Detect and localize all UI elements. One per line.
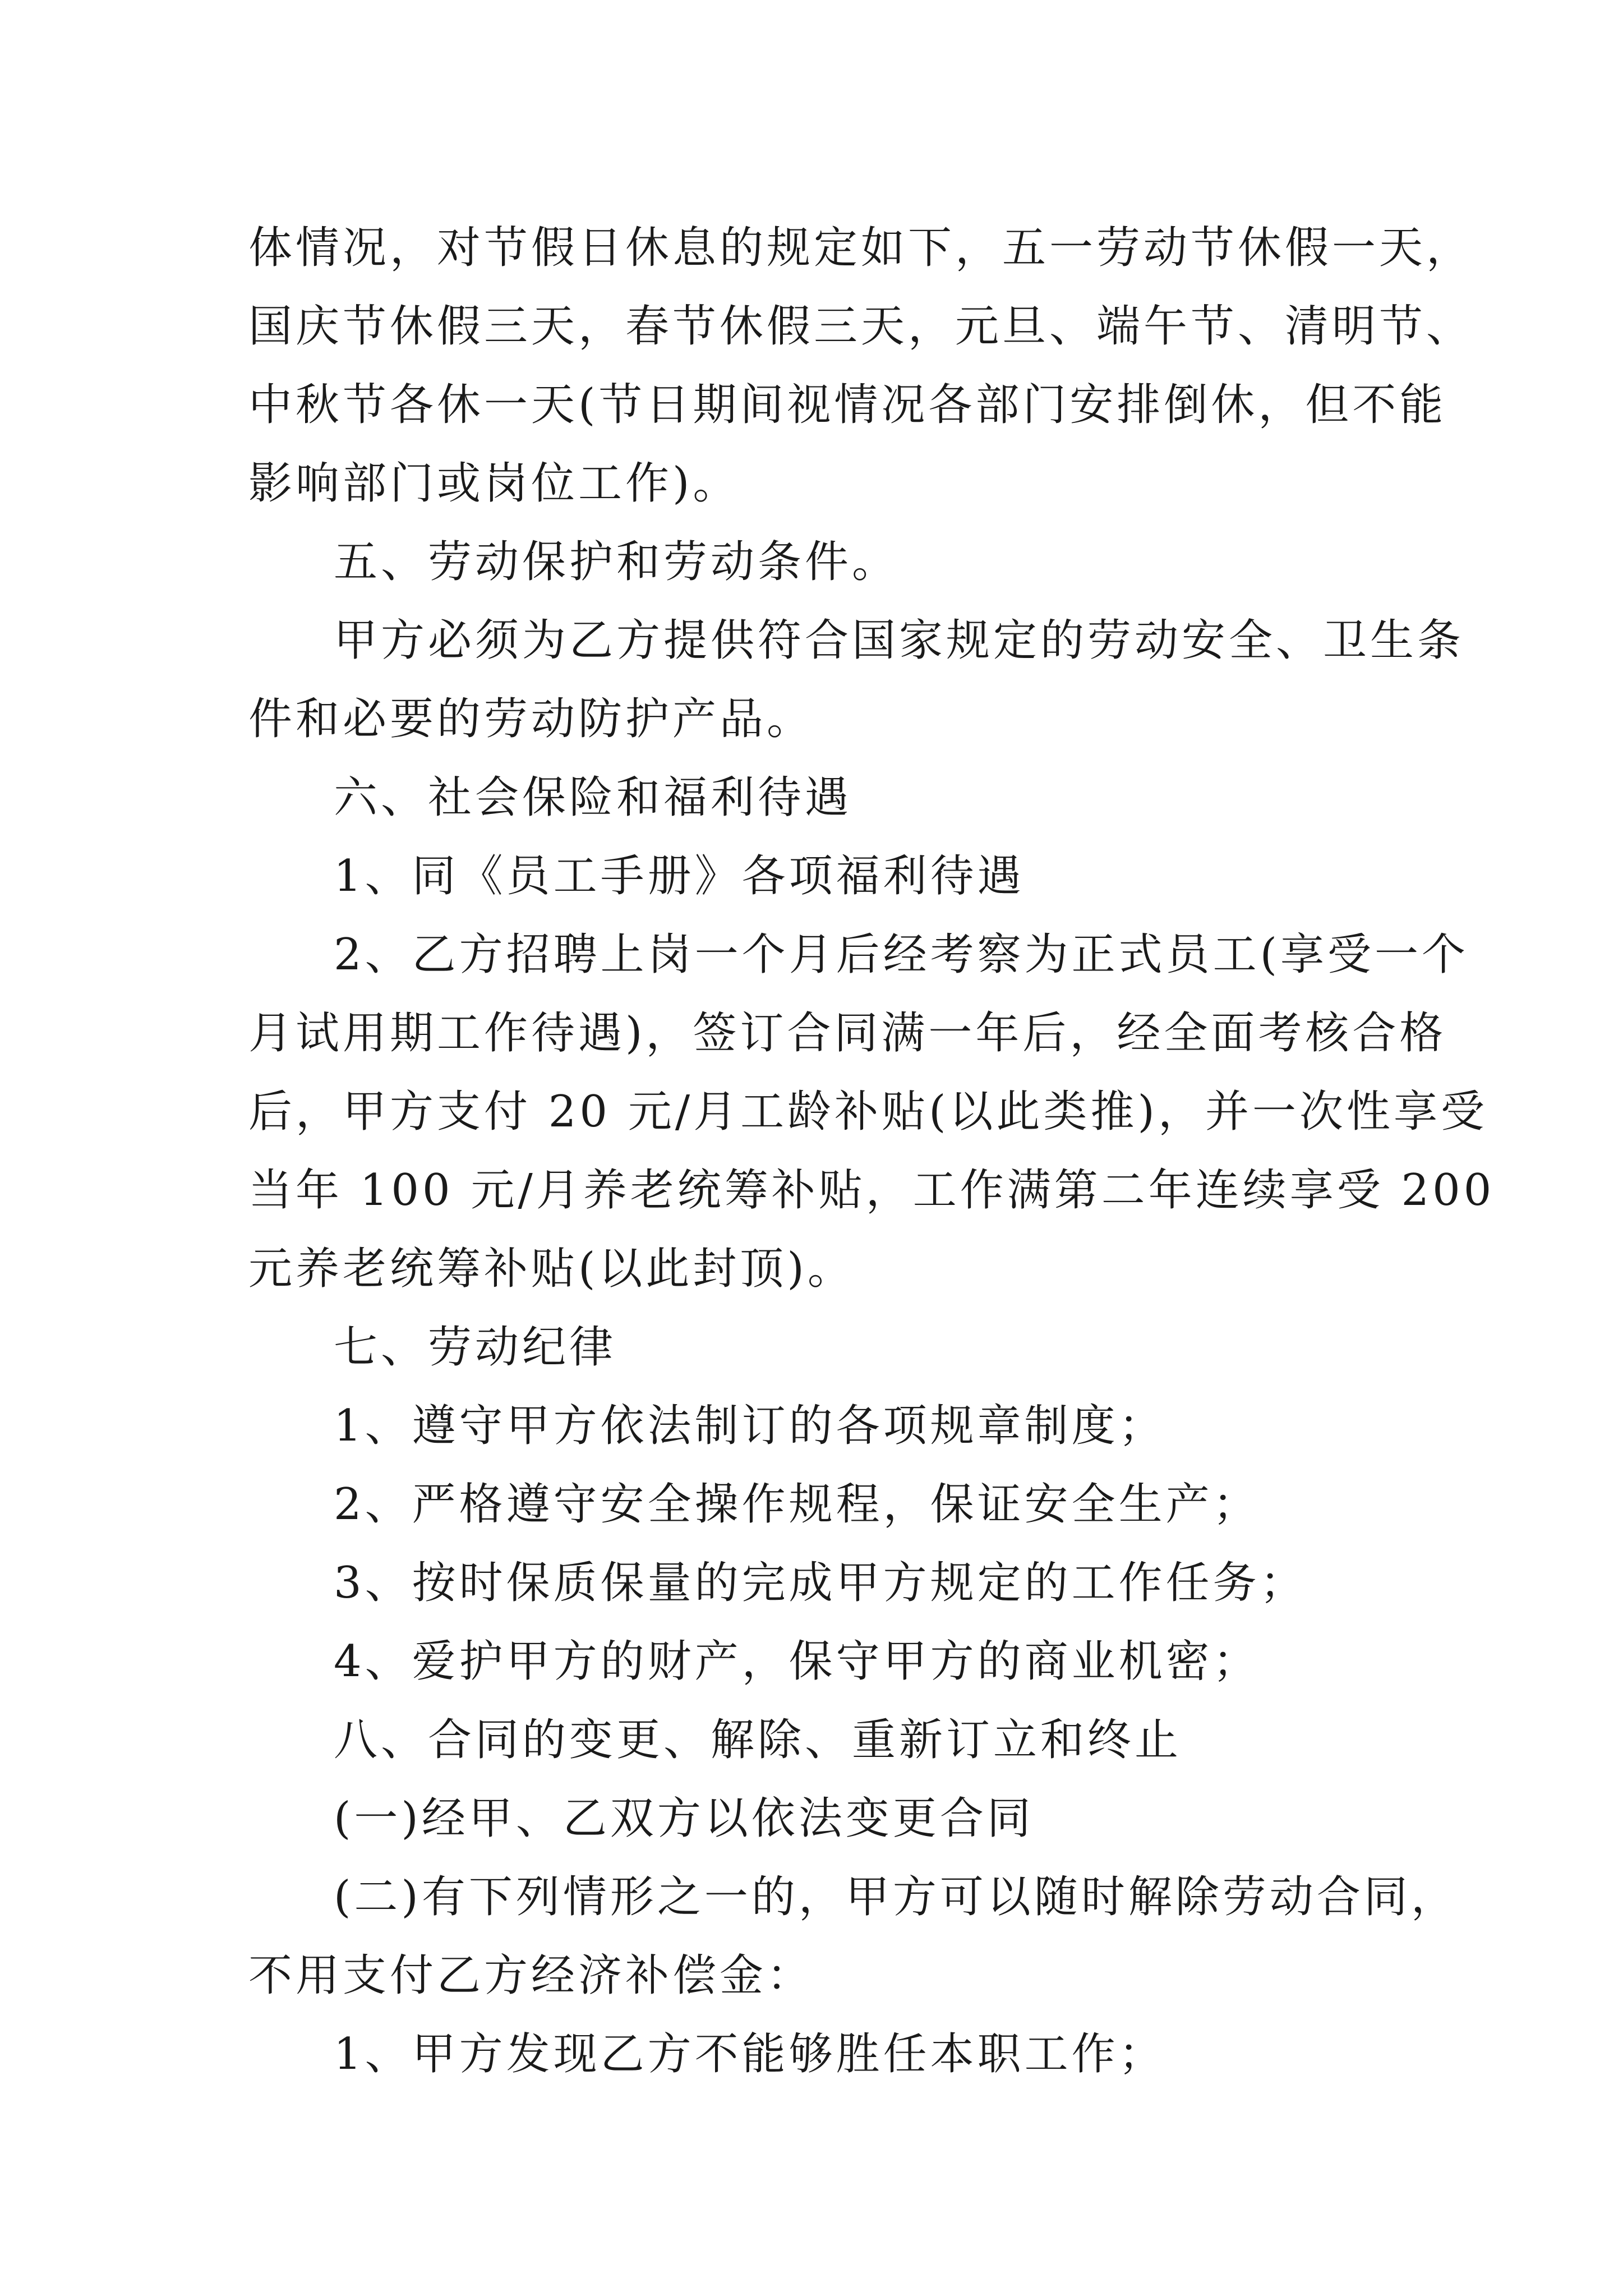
list-item: 1、同《员工手册》各项福利待遇 [334,851,1025,901]
list-item: (二)有下列情形之一的，甲方可以随时解除劳动合同， [334,1872,1458,1922]
text-line: 不用支付乙方经济补偿金： [248,1950,814,2001]
text-line: 影响部门或岗位工作)。 [248,458,740,509]
section-heading: 八、合同的变更、解除、重新订立和终止 [334,1715,1182,1765]
list-item: 2、严格遵守安全操作规程，保证安全生产； [334,1479,1260,1530]
section-heading: 六、社会保险和福利待遇 [334,772,852,823]
document-body [248,209,1495,2093]
section-heading: 七、劳动纪律 [334,1322,617,1373]
text-line: 月试用期工作待遇)，签订合同满一年后，经全面考核合格 [248,1008,1447,1059]
section-heading: 五、劳动保护和劳动条件。 [334,537,900,587]
text-line: 体情况，对节假日休息的规定如下，五一劳动节休假一天， [248,223,1474,273]
list-item: 1、遵守甲方依法制订的各项规章制度； [334,1401,1166,1451]
text-line: 国庆节休假三天，春节休假三天，元旦、端午节、清明节、 [248,301,1474,352]
list-item: 2、乙方招聘上岗一个月后经考察为正式员工(享受一个 [334,930,1469,980]
text-line: 中秋节各休一天(节日期间视情况各部门安排倒休，但不能 [248,380,1447,430]
text-line: 元养老统筹补贴(以此封顶)。 [248,1244,855,1294]
text-line: 当年 100 元/月养老统筹补贴，工作满第二年连续享受 200 [248,1165,1495,1216]
list-item: 3、按时保质保量的完成甲方规定的工作任务； [334,1558,1307,1608]
list-item: (一)经甲、乙双方以依法变更合同 [334,1793,1034,1844]
text-line: 后，甲方支付 20 元/月工龄补贴(以此类推)，并一次性享受 [248,1087,1488,1137]
text-line: 件和必要的劳动防护产品。 [248,694,814,744]
text-line: 甲方必须为乙方提供符合国家规定的劳动安全、卫生条 [334,615,1465,666]
list-item: 1、甲方发现乙方不能够胜任本职工作； [334,2029,1166,2079]
list-item: 4、爱护甲方的财产，保守甲方的商业机密； [334,1636,1260,1687]
